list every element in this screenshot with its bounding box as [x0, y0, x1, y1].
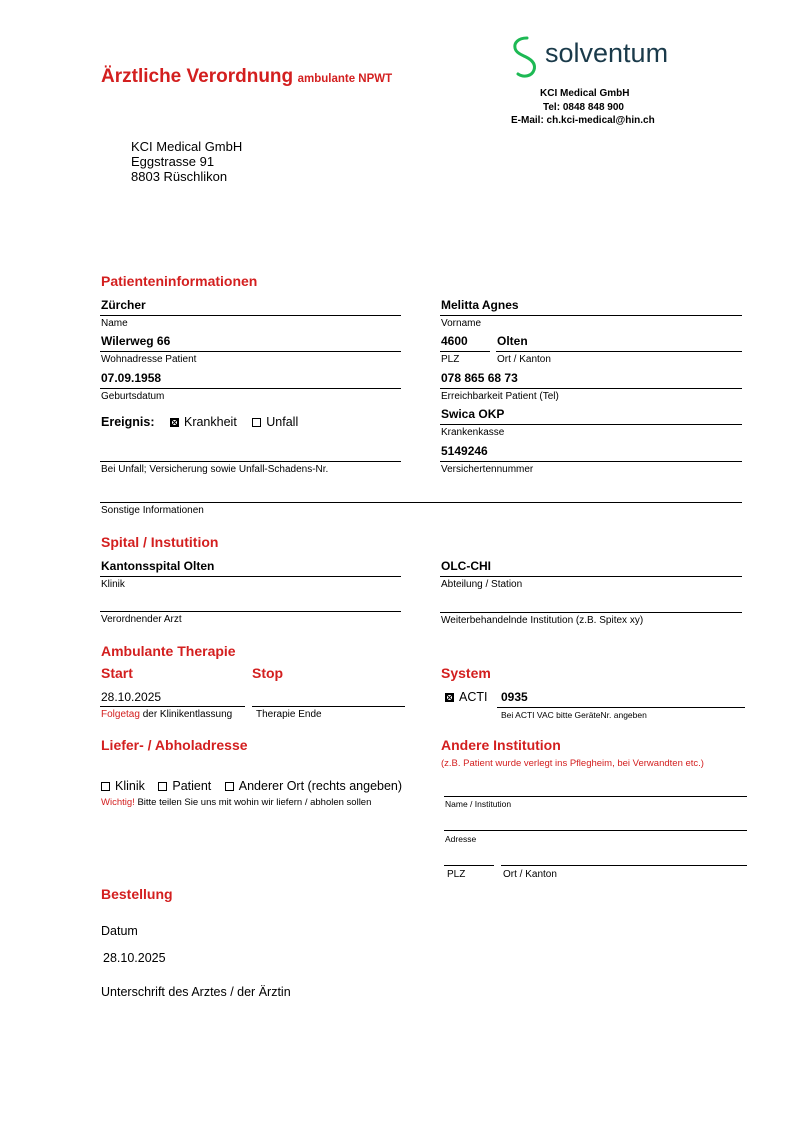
- other-institution-plz-label: PLZ: [447, 869, 466, 880]
- order-date-label: Datum: [101, 924, 138, 938]
- clinic-value[interactable]: Kantonsspital Olten: [101, 559, 215, 573]
- patient-firstname-line: [440, 315, 742, 316]
- system-number-value[interactable]: 0935: [501, 690, 528, 704]
- solventum-s-icon: [509, 34, 541, 80]
- address-line-2: Eggstrasse 91: [131, 154, 215, 169]
- event-illness-checkbox[interactable]: [170, 418, 179, 427]
- form-title: [101, 66, 392, 88]
- delivery-patient-checkbox[interactable]: [158, 782, 167, 791]
- event-label: Ereignis:: [101, 415, 155, 429]
- section-delivery: Liefer- / Abholadresse: [101, 737, 248, 753]
- clinic-label: Klinik: [101, 579, 125, 590]
- therapy-start-label-rest: der Klinikentlassung: [142, 709, 233, 720]
- company-name: KCI Medical GmbH: [540, 88, 630, 99]
- patient-dob-line: [100, 388, 401, 389]
- company-tel: Tel: 0848 848 900: [543, 102, 624, 113]
- company-email: E-Mail: ch.kci-medical@hin.ch: [511, 115, 655, 126]
- therapy-stop-label: Therapie Ende: [256, 709, 322, 720]
- event-accident-checkbox[interactable]: [252, 418, 261, 427]
- patient-city-label: Ort / Kanton: [497, 354, 551, 365]
- delivery-note-red: Wichtig!: [101, 797, 135, 808]
- insured-number-line: [440, 461, 742, 462]
- clinic-line: [100, 576, 401, 577]
- department-value[interactable]: OLC-CHI: [441, 559, 491, 573]
- therapy-start-title: Start: [101, 665, 133, 681]
- address-line-1: KCI Medical GmbH: [131, 139, 243, 154]
- section-therapy: Ambulante Therapie: [101, 643, 236, 659]
- therapy-start-value[interactable]: 28.10.2025: [101, 690, 162, 704]
- department-line: [440, 576, 742, 577]
- form-title-sub: ambulante NPWT: [297, 73, 393, 85]
- delivery-note: [101, 797, 371, 808]
- system-title: System: [441, 665, 491, 681]
- insured-number-label: Versichertennummer: [441, 464, 534, 475]
- therapy-start-label: [101, 709, 232, 720]
- patient-name-label: Name: [101, 318, 128, 329]
- order-date-value[interactable]: 28.10.2025: [103, 951, 166, 965]
- event-row: [101, 415, 298, 429]
- other-institution-city-line[interactable]: [501, 865, 747, 866]
- therapy-stop-title: Stop: [252, 665, 284, 681]
- doctor-label: Verordnender Arzt: [101, 614, 182, 625]
- patient-street-value[interactable]: Wilerweg 66: [101, 334, 171, 348]
- patient-firstname-value[interactable]: Melitta Agnes: [441, 298, 519, 312]
- patient-insurance-label: Krankenkasse: [441, 427, 505, 438]
- delivery-clinic-label: Klinik: [115, 779, 145, 793]
- section-other-institution: Andere Institution: [441, 737, 561, 753]
- system-acti-checkbox[interactable]: [445, 693, 454, 702]
- insured-number-value[interactable]: 5149246: [441, 444, 488, 458]
- section-patient: Patienteninformationen: [101, 273, 258, 289]
- event-illness-label: Krankheit: [183, 415, 237, 429]
- delivery-other-label: Anderer Ort (rechts angeben): [238, 779, 403, 793]
- other-institution-note: (z.B. Patient wurde verlegt ins Pflegheim, bei Verwandten etc.): [441, 758, 704, 769]
- delivery-note-rest: Bitte teilen Sie uns mit wohin wir liefern / abholen sollen: [137, 797, 372, 808]
- section-order: Bestellung: [101, 886, 173, 902]
- other-institution-address-label: Adresse: [445, 834, 477, 844]
- therapy-stop-line[interactable]: [252, 706, 405, 707]
- patient-name-value[interactable]: Zürcher: [101, 298, 146, 312]
- patient-city-value[interactable]: Olten: [497, 334, 528, 348]
- delivery-clinic-checkbox[interactable]: [101, 782, 110, 791]
- patient-plz-line: [440, 351, 490, 352]
- delivery-options: [101, 779, 402, 793]
- system-number-line: [497, 707, 745, 708]
- system-note: Bei ACTI VAC bitte GeräteNr. angeben: [501, 710, 647, 720]
- other-institution-plz-line[interactable]: [444, 865, 494, 866]
- patient-city-line: [496, 351, 742, 352]
- patient-dob-value[interactable]: 07.09.1958: [101, 371, 162, 385]
- brand-name: solventum: [545, 38, 669, 68]
- patient-plz-value[interactable]: 4600: [441, 334, 468, 348]
- section-hospital: Spital / Instutition: [101, 534, 219, 550]
- patient-phone-value[interactable]: 078 865 68 73: [441, 371, 518, 385]
- patient-insurance-line: [440, 424, 742, 425]
- system-acti-label: ACTI: [459, 690, 488, 704]
- therapy-start-line: [100, 706, 245, 707]
- event-accident-label: Unfall: [266, 415, 299, 429]
- doctor-line[interactable]: [100, 611, 401, 612]
- patient-dob-label: Geburtsdatum: [101, 391, 165, 402]
- signature-label: Unterschrift des Arztes / der Ärztin: [101, 985, 291, 999]
- patient-phone-label: Erreichbarkeit Patient (Tel): [441, 391, 559, 402]
- therapy-start-label-red: Folgetag: [101, 709, 140, 720]
- other-info-label: Sonstige Informationen: [101, 505, 204, 516]
- other-institution-name-label: Name / Institution: [445, 799, 512, 809]
- address-line-3: 8803 Rüschlikon: [131, 169, 228, 184]
- accident-insurance-label: Bei Unfall; Versicherung sowie Unfall-Schadens-Nr.: [101, 464, 329, 475]
- form-title-main: Ärztliche Verordnung: [101, 66, 294, 87]
- other-institution-name-line[interactable]: [444, 796, 747, 797]
- delivery-other-checkbox[interactable]: [225, 782, 234, 791]
- patient-phone-line: [440, 388, 742, 389]
- followup-line[interactable]: [440, 612, 742, 613]
- department-label: Abteilung / Station: [441, 579, 523, 590]
- followup-label: Weiterbehandelnde Institution (z.B. Spitex xy): [441, 615, 644, 626]
- accident-insurance-line[interactable]: [100, 461, 401, 462]
- other-info-line[interactable]: [100, 502, 742, 503]
- patient-plz-label: PLZ: [441, 354, 460, 365]
- patient-name-line: [100, 315, 401, 316]
- patient-firstname-label: Vorname: [441, 318, 482, 329]
- patient-street-label: Wohnadresse Patient: [101, 354, 197, 365]
- other-institution-address-line[interactable]: [444, 830, 747, 831]
- patient-street-line: [100, 351, 401, 352]
- delivery-patient-label: Patient: [172, 779, 212, 793]
- patient-insurance-value[interactable]: Swica OKP: [441, 407, 505, 421]
- other-institution-city-label: Ort / Kanton: [503, 869, 557, 880]
- system-row: [445, 690, 487, 704]
